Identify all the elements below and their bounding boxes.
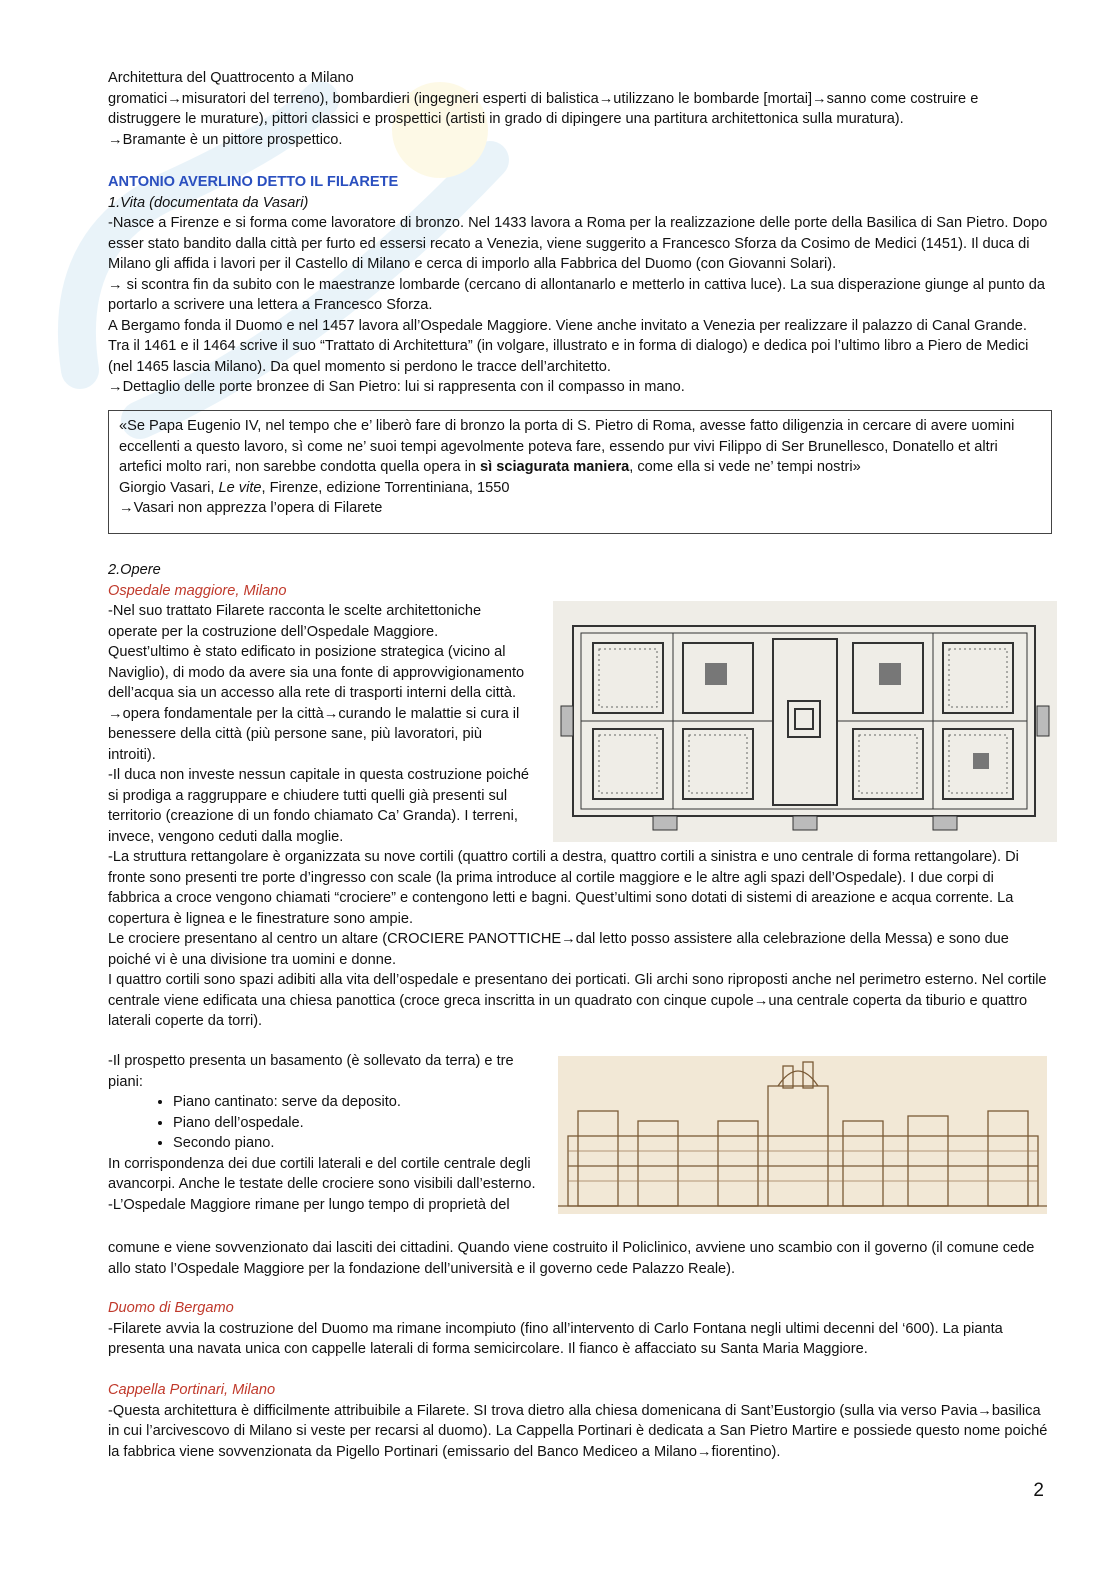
ospedale-elevation-drawing xyxy=(558,1056,1047,1214)
vita-paragraph-2: → si scontra fin da subito con le maestranze lombarde (cercano di allontanarlo e metterlo in cattiva luce). La sua disperazione giunge al punto da portarlo a scrivere una lettera a Francesco Sforza. xyxy=(108,276,1045,313)
ospedale-paragraph-6: Le crociere presentano al centro un altare (CROCIERE PANOTTICHE→dal letto posso assistere alla celebrazione della Messa) e sono due poiché vi è una divisione tra uomini e donne. xyxy=(108,931,1009,968)
vita-paragraph-3: A Bergamo fonda il Duomo e nel 1457 lavora all’Ospedale Maggiore. Viene anche invitato a Venezia per realizzare il palazzo di Canal Grande. Tra il 1461 e il 1464 scrive il suo “Trattato di Architettura” (in volgare, illustrato e in forma di dialogo) e dedica poi l’ultimo libro a Piero de Medici (nel 1465 lascia Milano). Da quel momento si perdono le tracce dell’architetto. xyxy=(108,317,1029,375)
list-item: • Piano cantinato: serve da deposito. xyxy=(173,1092,548,1113)
opere-heading: 2.Opere xyxy=(108,562,161,578)
list-item: • Piano dell’ospedale. xyxy=(173,1113,548,1134)
prospetto-column xyxy=(108,1051,548,1215)
ospedale-paragraph-10b: comune e viene sovvenzionato dai lasciti dei cittadini. Quando viene costruito il Policlinico, avviene uno scambio con il governo (il comune cede allo stato l’Ospedale Maggiore per la fondazione dell’università e il governo cede Palazzo Reale). xyxy=(108,1240,1035,1277)
floors-list xyxy=(108,1092,548,1154)
ospedale-structure-block xyxy=(108,847,1048,1032)
ospedale-paragraph-7: I quattro cortili sono spazi adibiti alla vita dell’ospedale e presentano dei porticati. Gli archi sono riproposti anche nel perimetro esterno. Nel cortile centrale viene edificata una chiesa panottica (croce greca inscritta in un quadrato con cinque cupole→una centrale coperta da tiburio e quattro laterali coperte da torri). xyxy=(108,972,1047,1029)
ospedale-paragraph-4: -Il duca non investe nessun capitale in questa costruzione poiché si prodiga a raggruppare e chiudere tutti quelli già presenti sul territorio (creazione di un fondo chiamato Ca’ Granda). I terreni, invece, vengono ceduti dalla moglie. xyxy=(108,767,530,845)
ospedale-ownership xyxy=(108,1238,1048,1279)
vita-paragraph-1: -Nasce a Firenze e si forma come lavoratore di bronzo. Nel 1433 lavora a Roma per la realizzazione delle porte della Basilica di San Pietro. Dopo esser stato bandito dalla città per furto ed essersi recato a Venezia, viene suggerito a Francesco Sforza da Cosimo de Medici (1451). Il duca di Milano gli affida i lavori per il Castello di Milano e cerca di imporlo alla Fabbrica del Duomo (con Giovanni Solari). xyxy=(108,215,1048,272)
ospedale-paragraph-5: -La struttura rettangolare è organizzata su nove cortili (quattro cortili a destra, quattro cortili a sinistra e uno centrale di forma rettangolare). Di fronte sono presenti tre porte d’ingresso con scale (la prima introduce al cortile maggiore e le altre agli spazi dell’Ospedale). I due corpi di fabbrica a croce vengono chiamati “crociere” e contengono letti e bagni. Quest’ultimi sono dotati di sistemi di areazione e acqua corrente. La copertura è lignea e le finestrature sono ampie. xyxy=(108,849,1019,927)
filarete-section xyxy=(108,172,1048,398)
vita-paragraph-4: →Dettaglio delle porte bronzee di San Pietro: lui si rappresenta con il compasso in mano. xyxy=(108,379,685,395)
ospedale-paragraph-1: -Nel suo trattato Filarete racconta le scelte architettoniche operate per la costruzione dell’Ospedale Maggiore. xyxy=(108,603,482,640)
portinari-paragraph: -Questa architettura è difficilmente attribuibile a Filarete. SI trova dietro alla chiesa domenicana di Sant’Eustorgio (sulla via verso Pavia→basilica in cui l’arcivescovo di Milano si veste per recarsi al duomo). La Cappella Portinari è dedicata a San Pietro Martire e possiede questo nome poiché la fabbrica viene sovvenzionata da Pigello Portinari (emissario del Banco Mediceo a Milano→fiorentino). xyxy=(108,1402,1048,1460)
page-number: 2 xyxy=(1033,1480,1044,1501)
vasari-quote-box xyxy=(108,410,1052,534)
ospedale-heading: Ospedale maggiore, Milano xyxy=(108,582,287,599)
quote-note: →Vasari non apprezza l’opera di Filarete xyxy=(119,500,383,516)
quote-citation: Giorgio Vasari, Le vite, Firenze, edizione Torrentiniana, 1550 xyxy=(119,479,510,496)
bergamo-paragraph: -Filarete avvia la costruzione del Duomo ma rimane incompiuto (fino all’intervento di Carlo Fontana negli ultimi decenni del ‘600). La pianta presenta una navata unica con cappelle laterali di forma semicircolare. Il fianco è affacciato su Santa Maria Maggiore. xyxy=(108,1320,1003,1357)
quote-text: «Se Papa Eugenio IV, nel tempo che e’ liberò fare di bronzo la porta di S. Pietro di Roma, avesse fatto diligenzia in cercare di avere uomini eccellenti a questo lavoro, sì come ne’ suoi tempi agevolmente poteva fare, essendo pur vivi Filippo di Ser Brunellesco, Donatello et altri artefici molto rari, non sarebbe condotta quella opera in sì sciagurata maniera, come ella si vede ne’ tempi nostri» xyxy=(119,418,1015,475)
filarete-heading: ANTONIO AVERLINO DETTO IL FILARETE xyxy=(108,174,399,190)
list-item: • Secondo piano. xyxy=(173,1133,548,1154)
opere-section xyxy=(108,560,1048,601)
bergamo-section xyxy=(108,1298,1048,1360)
portinari-section xyxy=(108,1380,1048,1462)
ospedale-paragraph-3: →opera fondamentale per la città→curando le malattie si cura il benessere della città (più persone sane, più lavoratori, più introiti). xyxy=(108,705,520,763)
vita-heading: 1.Vita (documentata da Vasari) xyxy=(108,194,309,211)
ospedale-plan-drawing xyxy=(553,601,1057,842)
intro-paragraph: gromatici→misuratori del terreno), bombardieri (ingegneri esperti di balistica→utilizzano le bombarde [mortai]→sanno come costruire e distruggere le murature), pittori classici e prospettici (artisti in grado di dipingere una partitura architettonica sulla muratura). xyxy=(108,90,979,127)
bergamo-heading: Duomo di Bergamo xyxy=(108,1300,234,1316)
ospedale-paragraph-9: In corrispondenza dei due cortili laterali e del cortile centrale degli avancorpi. Anche le testate delle crociere sono visibili dall’esterno. xyxy=(108,1155,536,1192)
ospedale-paragraph-10a: -L’Ospedale Maggiore rimane per lungo tempo di proprietà del xyxy=(108,1196,510,1213)
header-line: Architettura del Quattrocento a Milano xyxy=(108,70,354,86)
quote-bold: sì sciagurata maniera xyxy=(480,459,630,475)
ospedale-paragraph-2: Quest’ultimo è stato edificato in posizione strategica (vicino al Naviglio), di modo da avere sia una fonte di approvvigionamento dell’acqua sia un accesso alla rete di trasporti interni della città. xyxy=(108,644,525,701)
intro-block xyxy=(108,68,1048,150)
ospedale-paragraph-8: -Il prospetto presenta un basamento (è sollevato da terra) e tre piani: xyxy=(108,1053,514,1090)
intro-bramante: →Bramante è un pittore prospettico. xyxy=(108,131,343,148)
portinari-heading: Cappella Portinari, Milano xyxy=(108,1382,276,1398)
ospedale-intro-column xyxy=(108,601,533,847)
